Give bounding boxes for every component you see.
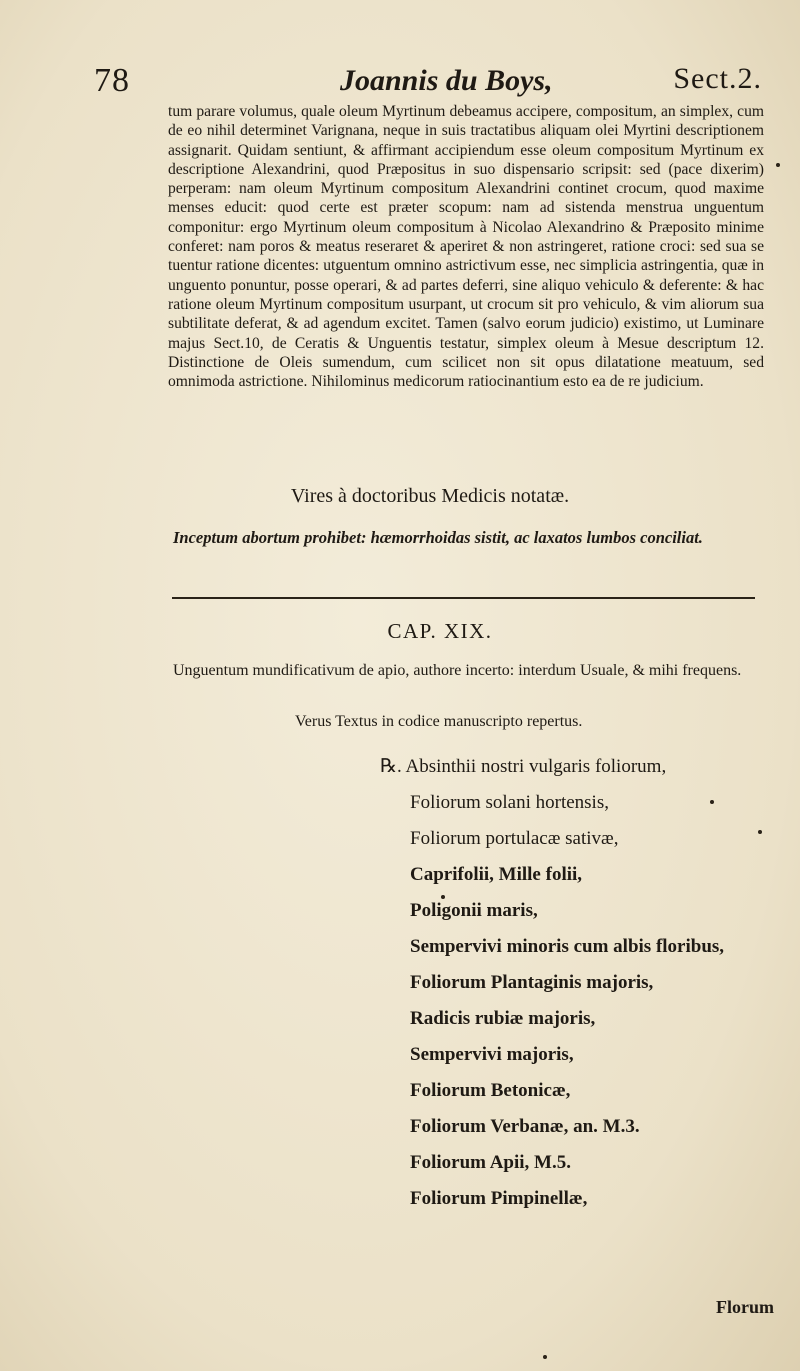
ink-speck — [758, 830, 762, 834]
verus-textus-line: Verus Textus in codice manuscripto repertus. — [295, 713, 583, 730]
body-paragraph: tum parare volumus, quale oleum Myrtinum debeamus accipere, compositum, an simplex, cum de eo nihil determinet Varignana, neque in suis tractatibus aliquam olei Myrtini descriptionem assignarit. Quidam sentiunt, & affirmant accipiendum esse oleum compositum Myrtinum ex descriptione Alexandrini, quod Præpositus in suo dispensario scripsit: sed (pace dixerim) perperam: nam oleum Myrtinum compositum Alexandrini continet crocum, quod maxime menses educit: quod certe est præter scopum: nam ad sistenda menstrua unguentum componitur: ergo Myrtinum oleum compositum à Nicolao Alexandrino & Præposito minime conferet: nam poros & meatus reseraret & aperiret & non astringeret, ratione croci: sed sua se tuentur ratione dicentes: utguentum omnino astrictivum esse, nec simplicia astringentia, quæ in unguento ponuntur, posse operari, & ad partes deferri, sine aliquo vehiculo & deferente: & hac ratione oleum Myrtinum compositum usurpant, ut crocum sit pro vehiculo, & vim aliorum sua subtilitate deferat, & ad agendum excitet. Tamen (salvo eorum judicio) existimo, ut Luminare majus Sect.10, de Ceratis & Unguentis testatur, simplex oleum à Mesue descriptum 12. Distinctione de Oleis sumendum, cum scilicet non sit opus dilatatione meatuum, sed omnimoda astrictione. Nihilominus medicorum ratiocinantium esto ea de re judicium. — [168, 103, 764, 391]
recipe-item: Poligonii maris, — [410, 900, 538, 921]
section-divider — [172, 597, 755, 599]
recipe-item: Foliorum Apii, M.5. — [410, 1152, 571, 1173]
recipe-item: Caprifolii, Mille folii, — [410, 864, 583, 885]
chapter-heading: CAP. XIX. — [387, 619, 493, 643]
page-header — [0, 62, 800, 102]
recipe-item: Sempervivi majoris, — [410, 1044, 574, 1065]
recipe-item: Radicis rubiæ majoris, — [410, 1008, 596, 1029]
ink-speck — [543, 1355, 547, 1359]
catchword: Florum — [716, 1297, 774, 1317]
recipe-item: Foliorum Pimpinellæ, — [410, 1188, 588, 1209]
running-title: Joannis du Boys, — [340, 64, 553, 97]
vires-heading: Vires à doctoribus Medicis notatæ. — [290, 485, 570, 507]
recipe-item: Foliorum solani hortensis, — [410, 792, 609, 813]
section-label: Sect.2. — [673, 62, 762, 95]
ink-speck — [441, 895, 445, 899]
recipe-item: ℞. Absinthii nostri vulgaris foliorum, — [380, 756, 667, 777]
recipe-item: Foliorum Verbanæ, an. M.3. — [410, 1116, 640, 1137]
recipe-item: Sempervivi minoris cum albis floribus, — [410, 936, 725, 957]
page-number: 78 — [94, 62, 130, 99]
vires-text: Inceptum abortum prohibet: hæmorrhoidas sistit, ac laxatos lumbos conciliat. — [173, 528, 703, 547]
recipe-item: Foliorum Betonicæ, — [410, 1080, 571, 1101]
recipe-item: Foliorum Plantaginis majoris, — [410, 972, 654, 993]
chapter-intro: Unguentum mundificativum de apio, authore incerto: interdum Usuale, & mihi frequens. — [173, 662, 742, 679]
ink-speck — [710, 800, 714, 804]
recipe-item: Foliorum portulacæ sativæ, — [410, 828, 619, 849]
ink-speck — [776, 163, 780, 167]
recipe-list — [380, 749, 724, 1217]
